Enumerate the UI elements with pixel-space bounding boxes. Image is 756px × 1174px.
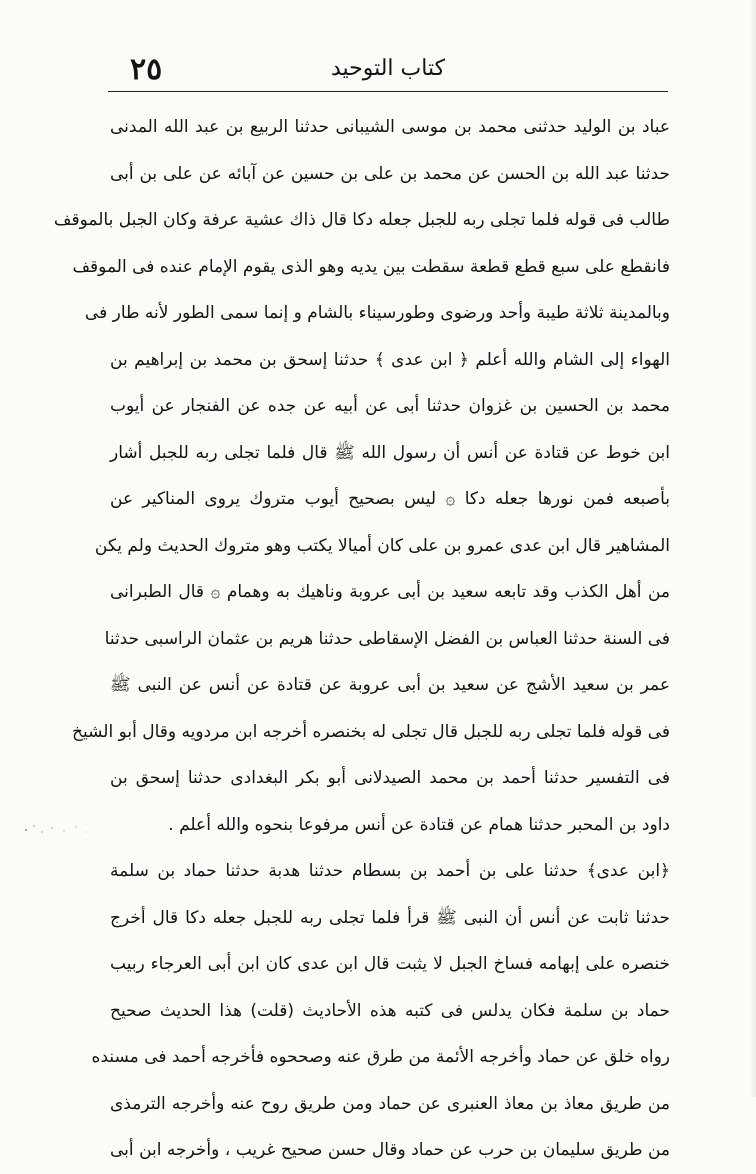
text-line: عمر بن سعيد الأشج عن سعيد بن أبى عروبة عن قتادة عن أنس عن النبى ﷺ: [110, 675, 670, 695]
text-line: حدثنا عبد الله بن الحسن عن محمد بن على بن حسين عن آبائه عن على بن أبى: [110, 163, 670, 184]
text-line: المشاهير قال ابن عدى عمرو بن على كان أميالا يكتب وهو متروك الحديث ولم يكن: [94, 535, 670, 556]
text-line: ﴿ابن عدى﴾ حدثنا على بن أحمد بن بسطام حدثنا هدبة حدثنا حماد بن سلمة: [110, 861, 670, 881]
text-line: ابن خوط عن قتادة عن أنس أن رسول الله ﷺ قال فلما تجلى ربه للجبل أشار: [110, 442, 670, 463]
text-line: فى التفسير حدثنا أحمد بن محمد الصيدلانى أبو بكر البغدادى حدثنا إسحق بن: [110, 768, 670, 788]
text-line: داود بن المحبر حدثنا همام عن قتادة عن أنس مرفوعا بنحوه والله أعلم .: [168, 814, 670, 835]
text-line: بأصبعه فمن نورها جعله دكا ۞ ليس بصحيح أيوب متروك يروى المناكير عن: [110, 489, 670, 509]
text-line: عباد بن الوليد حدثنى محمد بن موسى الشيبانى حدثنا الربيع بن عبد الله المدنى: [110, 117, 670, 137]
body-text: [53, 104, 670, 1174]
scan-edge-shadow: [750, 0, 756, 1097]
text-line: فى قوله فلما تجلى ربه للجبل قال تجلى له بخنصره أخرجه ابن مردويه وقال أبو الشيخ: [72, 721, 670, 742]
text-line: وبالمدينة ثلاثة طيبة وأحد ورضوى وطورسيناء بالشام و إنما سمى الطور لأنه طار فى: [84, 303, 670, 323]
text-line: محمد بن الحسين بن غزوان حدثنا أبى عن أبيه عن جده عن الفنجار عن أيوب: [110, 396, 670, 416]
running-title: كتاب التوحيد: [330, 56, 446, 81]
text-line: طالب فى قوله فلما تجلى ربه للجبل جعله دكا قال ذاك عشية عرفة وكان الجبل بالموقف: [53, 210, 670, 230]
text-line: من أهل الكذب وقد تابعه سعيد بن أبى عروبة وناهيك به وهمام ۞ قال الطبرانى: [110, 582, 670, 602]
text-line: من طريق معاذ بن معاذ العنبرى عن حماد ومن طريق روح عنه وأخرجه الترمذى: [110, 1093, 670, 1114]
text-line: من طريق سليمان بن حرب عن حماد وقال حسن صحيح غريب ، وأخرجه ابن أبى: [110, 1140, 670, 1160]
text-line: الهواء إلى الشام والله أعلم ﴿ ابن عدى ﴾ حدثنا إسحق بن محمد بن إبراهيم بن: [110, 349, 670, 370]
header-rule: [108, 91, 668, 92]
text-line: رواه خلق عن حماد وأخرجه الأئمة من طرق عنه وصححوه فأخرجه أحمد فى مسنده: [91, 1047, 670, 1067]
page-header: [108, 46, 668, 92]
page-number: ٢٥: [130, 52, 163, 87]
text-line: حماد بن سلمة فكان يدلس فى كتبه هذه الأحاديث (قلت) هذا الحديث صحيح: [110, 1000, 670, 1021]
text-line: فى السنة حدثنا العباس بن الفضل الإسقاطى حدثنا هريم بن عثمان الراسبى حدثنا: [104, 628, 670, 649]
text-line: خنصره على إبهامه فساخ الجبل لا يثبت قال ابن عدى كان ابن أبى العرجاء ربيب: [110, 954, 670, 974]
margin-specks: [20, 820, 100, 840]
text-line: حدثنا ثابت عن أنس أن النبى ﷺ قرأ فلما تجلى ربه للجبل جعله دكا قال أخرج: [110, 907, 670, 928]
text-line: فانقطع على سبع قطع قطعة سقطت بين يديه وهو الذى يقوم الإمام عنده فى الموقف: [72, 256, 670, 277]
